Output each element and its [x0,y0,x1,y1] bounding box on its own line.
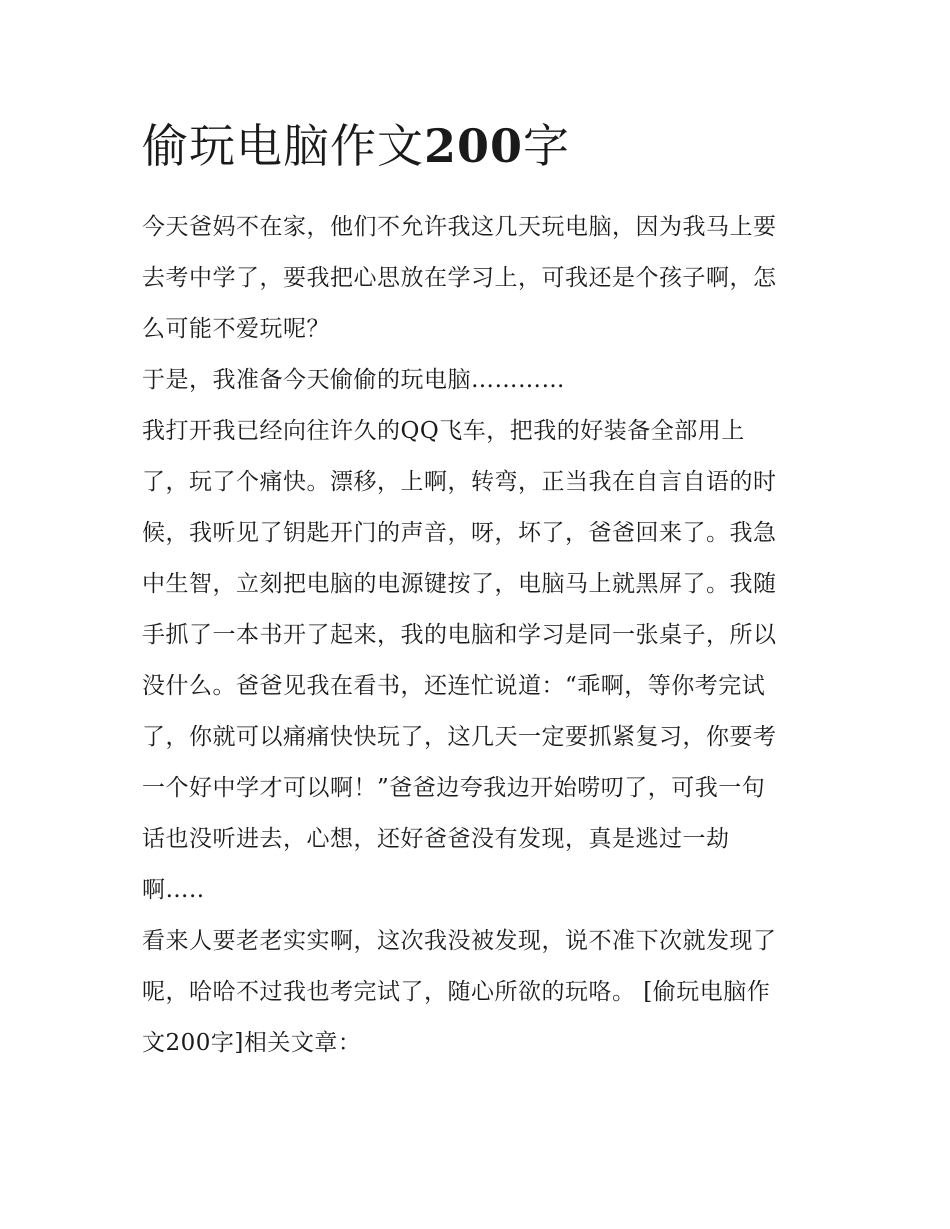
text-line: 了，你就可以痛痛快快玩了，这几天一定要抓紧复习，你要考 [142,724,777,750]
text-line: 我打开我已经向往许久的QQ飞车，把我的好装备全部用上 [142,418,745,444]
paragraph-4 [142,916,814,1069]
paragraph-3 [142,406,814,916]
text-line: 一个好中学才可以啊！”爸爸边夸我边开始唠叨了，可我一句 [142,775,766,801]
title-prefix: 偷玩电脑作文 [142,119,424,173]
text-line: 中生智，立刻把电脑的电源键按了，电脑马上就黑屏了。我随 [142,571,777,597]
paragraph-1 [142,202,814,355]
title-suffix: 字 [523,119,571,173]
text-line: 话也没听进去，心想，还好爸爸没有发现，真是逃过一劫 [142,826,730,852]
text-line: 文200字]相关文章： [142,1030,362,1056]
text-line: 看来人要老老实实啊，这次我没被发现，说不准下次就发现了 [142,928,777,954]
text-line: 去考中学了，要我把心思放在学习上，可我还是个孩子啊，怎 [142,265,777,291]
text-line: 手抓了一本书开了起来，我的电脑和学习是同一张桌子，所以 [142,622,777,648]
text-line: 于是，我准备今天偷偷的玩电脑………… [142,367,565,393]
text-line: 呢，哈哈不过我也考完试了，随心所欲的玩咯。 [偷玩电脑作 [142,979,771,1005]
text-line: 么可能不爱玩呢？ [142,316,330,342]
text-line: 啊….. [142,877,205,903]
paragraph-2 [142,355,814,406]
text-line: 没什么。爸爸见我在看书，还连忙说道：“乖啊，等你考完试 [142,673,766,699]
document-title [142,112,814,180]
text-line: 今天爸妈不在家，他们不允许我这几天玩电脑，因为我马上要 [142,214,777,240]
text-line: 了，玩了个痛快。漂移，上啊，转弯，正当我在自言自语的时 [142,469,777,495]
title-number: 200 [424,119,524,173]
document-body [142,112,814,1069]
text-line: 候，我听见了钥匙开门的声音，呀，坏了，爸爸回来了。我急 [142,520,777,546]
